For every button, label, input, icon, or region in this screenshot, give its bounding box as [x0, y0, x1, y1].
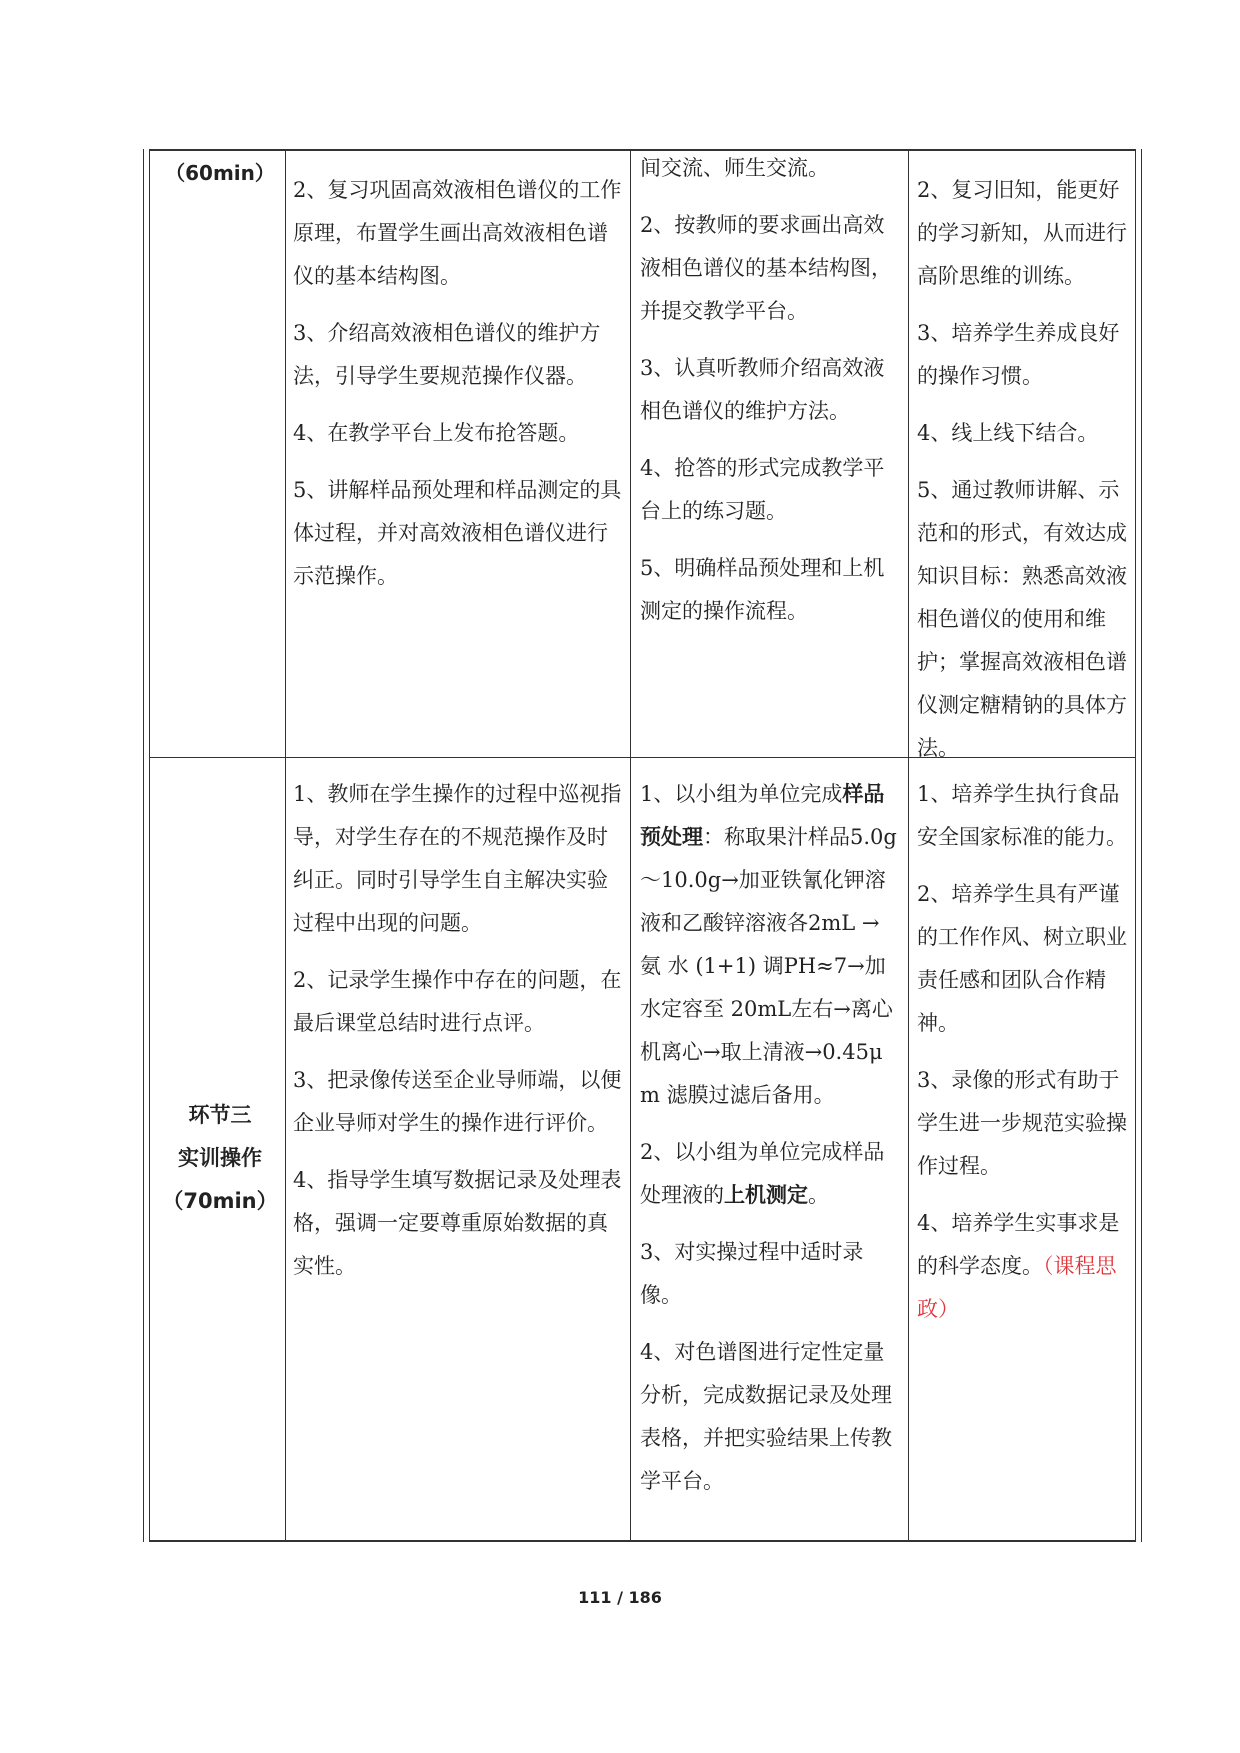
instrument-measurement-term: 上机测定	[724, 1183, 808, 1207]
design-intent-row1	[917, 169, 1127, 784]
teacher-item: 2、记录学生操作中存在的问题，在最后课堂总结时进行点评。	[293, 968, 622, 1035]
student-item: 3、认真听教师介绍高效液相色谱仪的维护方法。	[640, 356, 885, 423]
page-number: 111 / 186	[578, 1588, 662, 1607]
teacher-item: 5、讲解样品预处理和样品测定的具体过程，并对高效液相色谱仪进行示范操作。	[293, 478, 622, 588]
stage-title: 环节三	[188, 1103, 252, 1127]
stage-name: 实训操作	[178, 1146, 262, 1170]
teacher-activity-row2	[293, 773, 627, 1302]
student-item: 4、对色谱图进行定性定量分析，完成数据记录及处理表格，并把实验结果上传教学平台。	[640, 1340, 892, 1493]
design-intent-row2	[917, 773, 1127, 1345]
teacher-item: 1、教师在学生操作的过程中巡视指导，对学生存在的不规范操作及时纠正。同时引导学生自主解决实验过程中出现的问题。	[293, 782, 622, 935]
student-activity-row1	[640, 147, 902, 647]
stage-cell-row2	[155, 1094, 285, 1223]
ideological-education-tag: （课程思政）	[917, 1254, 1117, 1321]
design-item: 1、培养学生执行食品安全国家标准的能力。	[917, 782, 1127, 849]
teacher-item: 3、把录像传送至企业导师端，以便企业导师对学生的操作进行评价。	[293, 1068, 622, 1135]
stage-duration: （70min）	[162, 1189, 278, 1213]
design-item: 4、线上线下结合。	[917, 421, 1099, 445]
lesson-table	[143, 149, 1141, 1542]
design-item: 3、录像的形式有助于学生进一步规范实验操作过程。	[917, 1068, 1127, 1178]
design-item-text: 4、培养学生实事求是的科学态度。	[917, 1211, 1120, 1278]
student-item: 3、对实操过程中适时录像。	[640, 1240, 864, 1307]
design-item: 3、培养学生养成良好的操作习惯。	[917, 321, 1120, 388]
design-item	[917, 1202, 1127, 1331]
teacher-item: 4、指导学生填写数据记录及处理表格，强调一定要尊重原始数据的真实性。	[293, 1168, 622, 1278]
sample-pretreatment-term: 样品预处理	[640, 782, 885, 849]
student-item	[640, 1131, 902, 1217]
student-item	[640, 773, 902, 1117]
student-item-rest: 。	[808, 1183, 829, 1207]
design-item: 2、复习旧知，能更好的学习新知，从而进行高阶思维的训练。	[917, 178, 1127, 288]
design-item: 5、通过教师讲解、示范和的形式，有效达成知识目标：熟悉高效液相色谱仪的使用和维护；掌握高效液相色谱仪测定糖精钠的具体方法。	[917, 478, 1127, 760]
stage-cell-row1: （60min）	[165, 161, 275, 185]
student-item-rest: ：称取果汁样品5.0g～10.0g→加亚铁氰化钾溶液和乙酸锌溶液各2mL → 氨 水 (1+1) 调PH≈7→加水定容至 20mL左右→离心机离心→取上清液→0.45μm 滤膜过滤后备用。	[640, 825, 897, 1107]
teacher-item: 3、介绍高效液相色谱仪的维护方法，引导学生要规范操作仪器。	[293, 321, 601, 388]
student-item: 2、按教师的要求画出高效液相色谱仪的基本结构图，并提交教学平台。	[640, 213, 892, 323]
student-item-prefix: 2、以小组为单位完成样品处理液的	[640, 1140, 885, 1207]
teacher-item: 4、在教学平台上发布抢答题。	[293, 421, 580, 445]
teacher-item: 2、复习巩固高效液相色谱仪的工作原理，布置学生画出高效液相色谱仪的基本结构图。	[293, 178, 622, 288]
student-item: 间交流、师生交流。	[640, 156, 829, 180]
teacher-activity-row1	[293, 169, 627, 612]
design-item: 2、培养学生具有严谨的工作作风、树立职业责任感和团队合作精神。	[917, 882, 1127, 1035]
student-item: 5、明确样品预处理和上机测定的操作流程。	[640, 556, 885, 623]
student-activity-row2	[640, 773, 902, 1517]
student-item-prefix: 1、以小组为单位完成	[640, 782, 843, 806]
student-item: 4、抢答的形式完成教学平台上的练习题。	[640, 456, 885, 523]
